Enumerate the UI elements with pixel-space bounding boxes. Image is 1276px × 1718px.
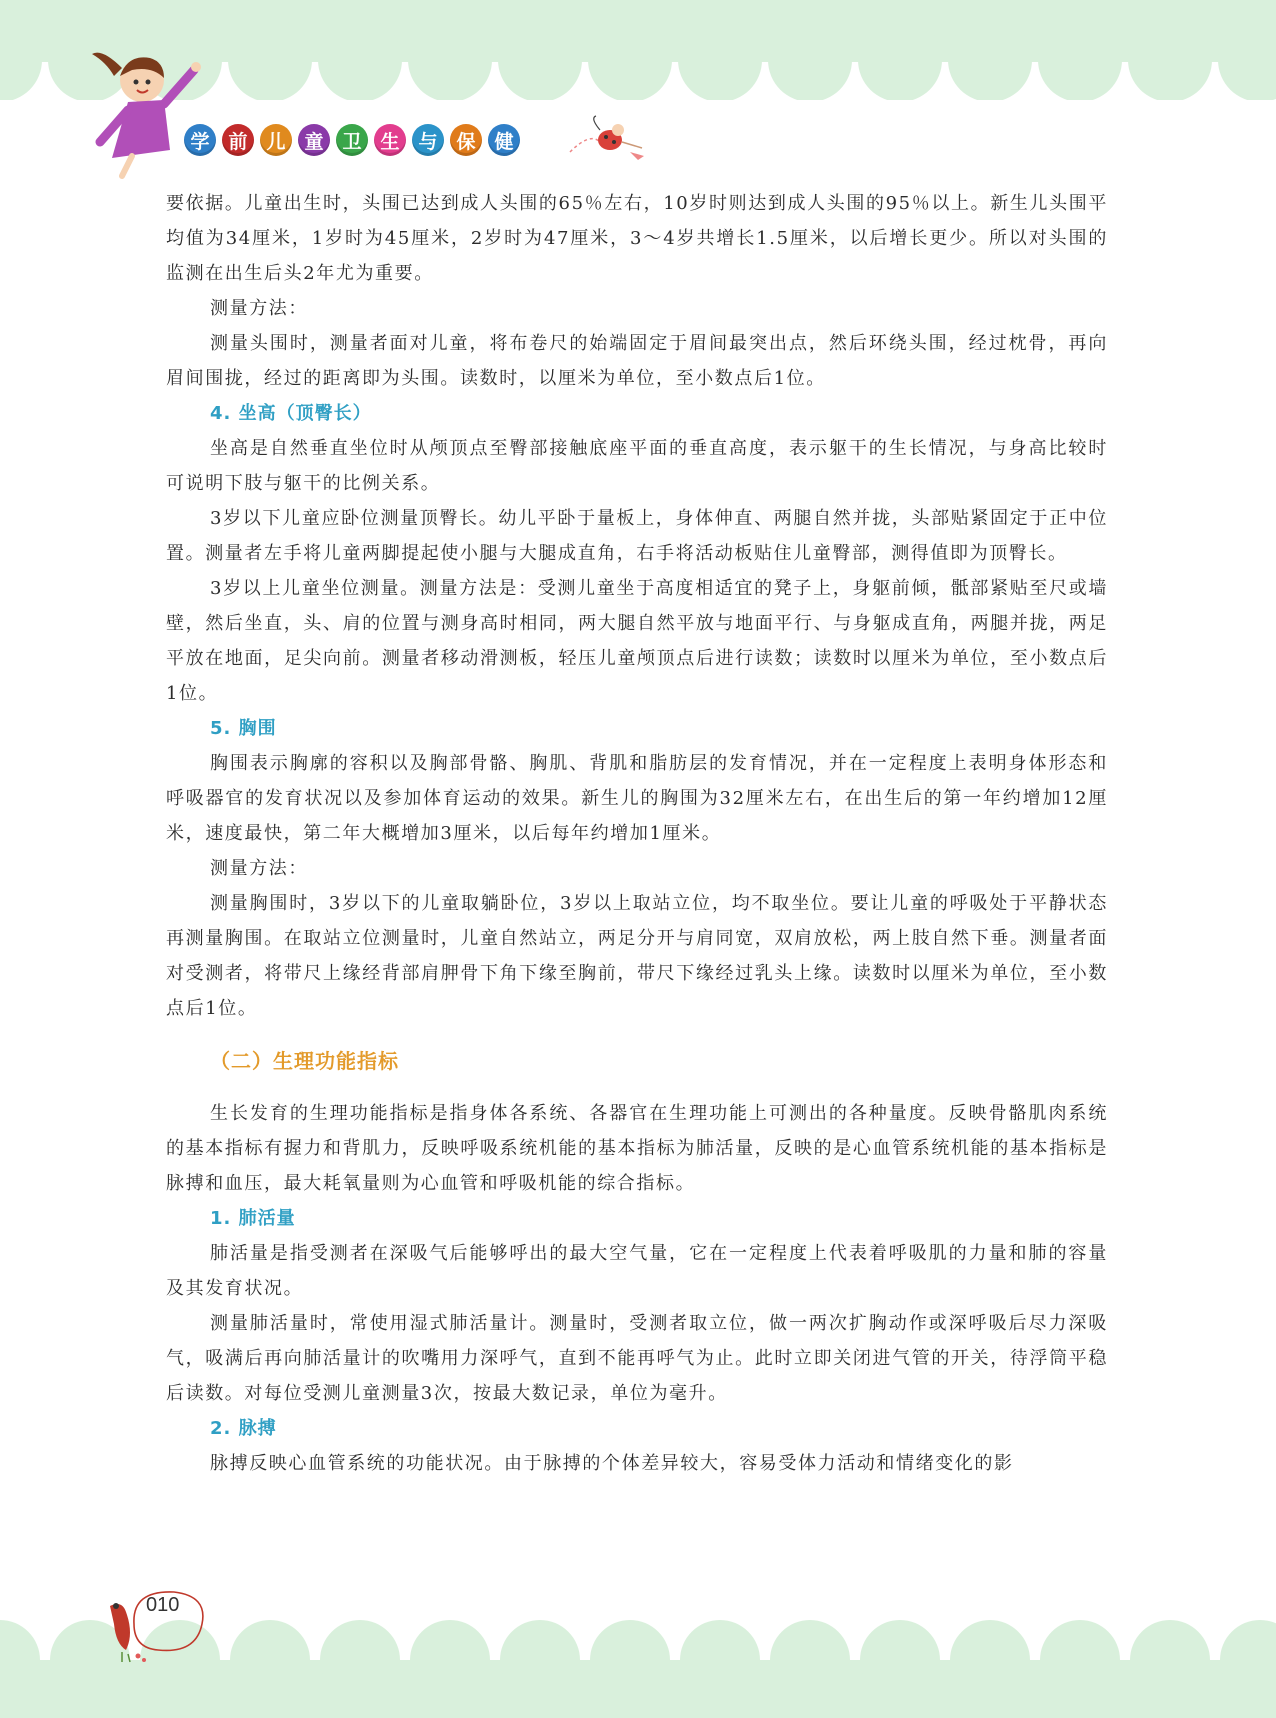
- paragraph: 坐高是自然垂直坐位时从颅顶点至臀部接触底座平面的垂直高度，表示躯干的生长情况，与身高比较时可说明下肢与躯干的比例关系。: [166, 438, 1108, 494]
- title-char: 健: [488, 124, 520, 156]
- title-char: 生: [374, 124, 406, 156]
- title-char: 与: [412, 124, 444, 156]
- paragraph: 要依据。儿童出生时，头围已达到成人头围的65％左右，10岁时则达到成人头围的95％以上。新生儿头围平均值为34厘米，1岁时为45厘米，2岁时为47厘米，3～4岁共增长1.5厘米，以后增长更少。所以对头围的监测在出生后头2年尤为重要。: [166, 193, 1108, 284]
- paragraph: 测量方法：: [210, 858, 308, 879]
- ladybug-illustration: [560, 112, 650, 172]
- paragraph: 胸围表示胸廓的容积以及胸部骨骼、胸肌、背肌和脂肪层的发育情况，并在一定程度上表明身体形态和呼吸器官的发育状况以及参加体育运动的效果。新生儿的胸围为32厘米左右，在出生后的第一年约增加12厘米，速度最快，第二年大概增加3厘米，以后每年约增加1厘米。: [166, 753, 1108, 844]
- page-number: 010: [146, 1594, 180, 1616]
- title-char: 保: [450, 124, 482, 156]
- title-char: 卫: [336, 124, 368, 156]
- paragraph: 测量方法：: [210, 298, 308, 319]
- section-heading: 2. 脉搏: [210, 1418, 277, 1439]
- section-heading: 5. 胸围: [210, 718, 277, 739]
- section-heading: 4. 坐高（顶臀长）: [210, 403, 372, 424]
- title-char: 儿: [260, 124, 292, 156]
- paragraph: 测量肺活量时，常使用湿式肺活量计。测量时，受测者取立位，做一两次扩胸动作或深呼吸后尽力深吸气，吸满后再向肺活量计的吹嘴用力深呼气，直到不能再呼气为止。此时立即关闭进气管的开关，待浮筒平稳后读数。对每位受测儿童测量3次，按最大数记录，单位为毫升。: [166, 1313, 1108, 1404]
- paragraph: 测量胸围时，3岁以下的儿童取躺卧位，3岁以上取站立位，均不取坐位。要让儿童的呼吸处于平静状态再测量胸围。在取站立位测量时，儿童自然站立，两足分开与肩同宽，双肩放松，两上肢自然下垂。测量者面对受测者，将带尺上缘经背部肩胛骨下角下缘至胸前，带尺下缘经过乳头上缘。读数时以厘米为单位，至小数点后1位。: [166, 893, 1108, 1019]
- title-char: 童: [298, 124, 330, 156]
- paragraph: 脉搏反映心血管系统的功能状况。由于脉搏的个体差异较大，容易受体力活动和情绪变化的影: [210, 1453, 1014, 1474]
- paragraph: 3岁以下儿童应卧位测量顶臀长。幼儿平卧于量板上，身体伸直、两腿自然并拢，头部贴紧固定于正中位置。测量者左手将儿童两脚提起使小腿与大腿成直角，右手将活动板贴住儿童臀部，测得值即为顶臀长。: [166, 508, 1108, 564]
- book-title: [184, 124, 520, 160]
- chapter-subheading: （二）生理功能指标: [210, 1049, 399, 1073]
- page-content: [166, 186, 1108, 1481]
- title-char: 学: [184, 124, 216, 156]
- title-char: 前: [222, 124, 254, 156]
- paragraph: 3岁以上儿童坐位测量。测量方法是：受测儿童坐于高度相适宜的凳子上，身躯前倾，骶部紧贴至尺或墙壁，然后坐直，头、肩的位置与测身高时相同，两大腿自然平放与地面平行、与身躯成直角，两腿并拢，两足平放在地面，足尖向前。测量者移动滑测板，轻压儿童颅顶点后进行读数；读数时以厘米为单位，至小数点后1位。: [166, 578, 1108, 704]
- paragraph: 肺活量是指受测者在深吸气后能够呼出的最大空气量，它在一定程度上代表着呼吸肌的力量和肺的容量及其发育状况。: [166, 1243, 1108, 1299]
- paragraph: 测量头围时，测量者面对儿童，将布卷尺的始端固定于眉间最突出点，然后环绕头围，经过枕骨，再向眉间围拢，经过的距离即为头围。读数时，以厘米为单位，至小数点后1位。: [166, 333, 1108, 389]
- section-heading: 1. 肺活量: [210, 1208, 296, 1229]
- paragraph: 生长发育的生理功能指标是指身体各系统、各器官在生理功能上可测出的各种量度。反映骨骼肌肉系统的基本指标有握力和背肌力，反映呼吸系统机能的基本指标为肺活量，反映的是心血管系统机能的基本指标是脉搏和血压，最大耗氧量则为心血管和呼吸机能的综合指标。: [166, 1103, 1108, 1194]
